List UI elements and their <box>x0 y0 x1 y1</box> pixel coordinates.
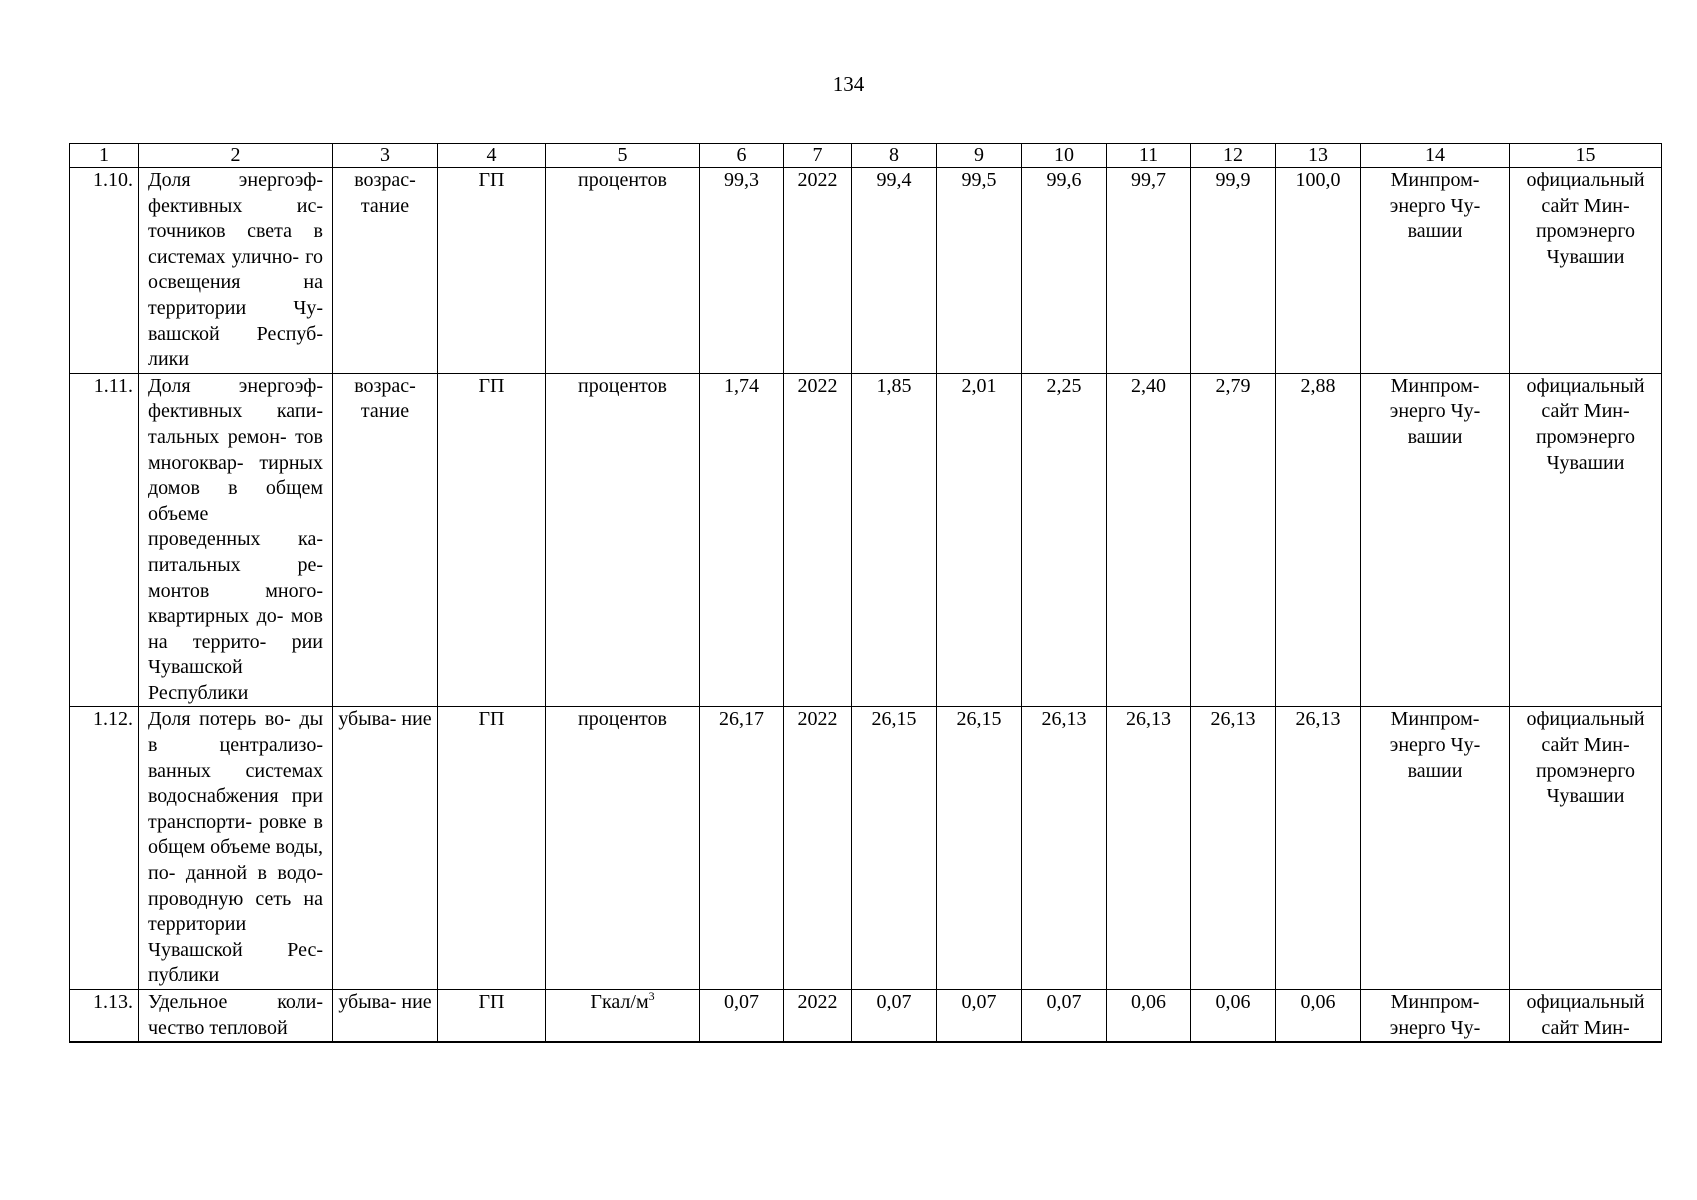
value-cell-v11: 26,13 <box>1107 707 1191 990</box>
header-cell: 4 <box>438 144 546 168</box>
value-cell-v12: 0,06 <box>1191 990 1276 1043</box>
indicator-name-line: Чувашской Рес- <box>148 938 323 961</box>
trend-cell-line: ние <box>401 708 432 731</box>
indicator-name-line: проведенных ка- <box>148 528 323 551</box>
publication-cell <box>1510 373 1662 707</box>
header-cell: 10 <box>1022 144 1107 168</box>
table-row <box>70 168 1662 374</box>
responsible-cell <box>1361 990 1510 1043</box>
publication-cell-line: промэнерго <box>1535 759 1636 782</box>
value-cell-v8: 26,15 <box>852 707 937 990</box>
responsible-cell-line: Минпром- <box>1390 169 1480 191</box>
header-cell: 13 <box>1276 144 1361 168</box>
unit-cell <box>546 990 700 1043</box>
value-cell-v10: 2,25 <box>1022 373 1107 707</box>
indicator-name-line: тальных ремон- <box>148 425 287 448</box>
publication-cell-line: промэнерго <box>1535 425 1636 448</box>
indicator-name-line: территории Чу- <box>148 296 323 319</box>
indicator-name-line: го освещения на <box>148 245 324 294</box>
publication-cell-line: официальный <box>1526 169 1645 191</box>
indicator-name-line: общем объеме <box>148 477 324 525</box>
publication-cell-line: официальный <box>1526 708 1645 731</box>
responsible-cell-line: Минпром- <box>1390 374 1480 397</box>
responsible-cell <box>1361 168 1510 374</box>
trend-cell <box>333 990 438 1043</box>
indicator-name-line: публики <box>148 964 220 987</box>
responsible-cell-line: вашии <box>1407 759 1463 782</box>
header-cell: 11 <box>1107 144 1191 168</box>
trend-cell-line: тание <box>360 194 410 217</box>
trend-cell-line: убыва- <box>338 708 397 731</box>
program-cell: ГП <box>438 168 546 374</box>
program-cell: ГП <box>438 373 546 707</box>
header-cell: 7 <box>784 144 852 168</box>
program-cell: ГП <box>438 990 546 1043</box>
value-cell-v9: 0,07 <box>937 990 1022 1043</box>
row-number: 1.11. <box>70 373 139 707</box>
indicator-name-line: Доля потерь во- <box>148 708 291 731</box>
table-row <box>70 373 1662 707</box>
header-cell: 9 <box>937 144 1022 168</box>
value-cell-v12: 99,9 <box>1191 168 1276 374</box>
trend-cell <box>333 168 438 374</box>
header-cell: 15 <box>1510 144 1662 168</box>
publication-cell-line: официальный <box>1526 374 1645 397</box>
publication-cell-line: сайт Мин- <box>1541 194 1630 217</box>
publication-cell <box>1510 990 1662 1043</box>
indicator-name-line: Доля энергоэф- <box>148 169 323 191</box>
row-number: 1.13. <box>70 990 139 1043</box>
indicator-name-line: чество тепловой <box>148 1016 288 1039</box>
base-value-cell: 0,07 <box>700 990 784 1043</box>
row-number: 1.12. <box>70 707 139 990</box>
value-cell-v13: 100,0 <box>1276 168 1361 374</box>
header-cell: 6 <box>700 144 784 168</box>
indicator-name-line: точников света в <box>148 220 323 243</box>
indicator-name-line: Республики <box>148 681 249 704</box>
trend-cell-line: ние <box>401 991 432 1013</box>
indicator-name-line: тов многоквар- <box>148 425 323 474</box>
value-cell-v10: 0,07 <box>1022 990 1107 1043</box>
value-cell-v10: 26,13 <box>1022 707 1107 990</box>
unit-text: Гкал/м <box>590 991 649 1013</box>
value-cell-v9: 2,01 <box>937 373 1022 707</box>
responsible-cell-line: вашии <box>1407 425 1463 448</box>
publication-cell <box>1510 168 1662 374</box>
responsible-cell <box>1361 707 1510 990</box>
header-row <box>70 144 1662 168</box>
trend-cell-line: тание <box>360 400 410 423</box>
unit-superscript: 3 <box>648 989 655 1003</box>
indicator-name-line: тирных домов в <box>148 451 323 500</box>
publication-cell-line: сайт Мин- <box>1541 1016 1630 1039</box>
header-cell: 2 <box>139 144 333 168</box>
trend-cell <box>333 373 438 707</box>
indicator-name-line: лики <box>148 348 190 371</box>
table-row <box>70 990 1662 1043</box>
base-value-cell: 99,3 <box>700 168 784 374</box>
indicator-name <box>139 990 333 1043</box>
indicator-name-line: на территории <box>148 887 323 936</box>
indicator-name <box>139 168 333 374</box>
indicator-name-line: при транспорти- <box>148 785 323 833</box>
header-cell: 8 <box>852 144 937 168</box>
responsible-cell-line: энерго Чу- <box>1389 400 1481 423</box>
indicator-name-line: Доля энергоэф- <box>148 374 323 397</box>
unit-cell: процентов <box>546 168 700 374</box>
indicator-name-line: мов на террито- <box>148 605 323 653</box>
indicator-name-line: фективных ис- <box>148 194 323 217</box>
base-year-cell: 2022 <box>784 373 852 707</box>
indicator-name-line: фективных капи- <box>148 400 323 423</box>
indicator-name <box>139 373 333 707</box>
value-cell-v9: 99,5 <box>937 168 1022 374</box>
value-cell-v8: 99,4 <box>852 168 937 374</box>
value-cell-v10: 99,6 <box>1022 168 1107 374</box>
indicator-name-line: водоснабжения <box>148 785 279 808</box>
trend-cell-line: возрас- <box>354 169 416 191</box>
publication-cell-line: сайт Мин- <box>1541 734 1630 757</box>
value-cell-v12: 2,79 <box>1191 373 1276 707</box>
publication-cell-line: промэнерго <box>1535 220 1636 243</box>
base-year-cell: 2022 <box>784 168 852 374</box>
indicator-name-line: ванных системах <box>148 759 323 782</box>
base-year-cell: 2022 <box>784 990 852 1043</box>
responsible-cell-line: Минпром- <box>1390 708 1480 731</box>
publication-cell-line: Чувашии <box>1546 245 1625 268</box>
publication-cell <box>1510 707 1662 990</box>
responsible-cell-line: вашии <box>1407 220 1463 243</box>
responsible-cell-line: энерго Чу- <box>1389 734 1481 757</box>
base-value-cell: 26,17 <box>700 707 784 990</box>
publication-cell-line: официальный <box>1526 991 1645 1013</box>
trend-cell <box>333 707 438 990</box>
indicator-name-line: ды в централизо- <box>148 708 324 757</box>
value-cell-v11: 99,7 <box>1107 168 1191 374</box>
publication-cell-line: Чувашии <box>1546 451 1625 474</box>
indicators-table <box>69 143 1662 1043</box>
unit-cell: процентов <box>546 707 700 990</box>
header-cell: 3 <box>333 144 438 168</box>
responsible-cell-line: Минпром- <box>1390 991 1480 1013</box>
publication-cell-line: сайт Мин- <box>1541 400 1630 423</box>
value-cell-v13: 26,13 <box>1276 707 1361 990</box>
unit-cell: процентов <box>546 373 700 707</box>
responsible-cell-line: энерго Чу- <box>1389 194 1481 217</box>
indicator-name-line: монтов много- <box>148 579 323 602</box>
value-cell-v13: 2,88 <box>1276 373 1361 707</box>
responsible-cell-line: энерго Чу- <box>1389 1016 1481 1039</box>
page-number: 134 <box>832 72 865 96</box>
row-number: 1.10. <box>70 168 139 374</box>
indicator-name-line: вашской Респуб- <box>148 322 323 345</box>
indicator-name-line: рии Чувашской <box>148 630 323 679</box>
value-cell-v11: 0,06 <box>1107 990 1191 1043</box>
trend-cell-line: возрас- <box>354 374 416 397</box>
program-cell: ГП <box>438 707 546 990</box>
indicator-name-line: питальных ре- <box>148 553 323 576</box>
indicator-name-line: Удельное коли- <box>148 991 323 1013</box>
table-row <box>70 707 1662 990</box>
value-cell-v12: 26,13 <box>1191 707 1276 990</box>
base-year-cell: 2022 <box>784 707 852 990</box>
publication-cell-line: Чувашии <box>1546 785 1625 808</box>
value-cell-v8: 0,07 <box>852 990 937 1043</box>
indicator-name-line: объеме воды, по- <box>148 836 323 885</box>
indicator-name-line: системах улично- <box>148 245 299 268</box>
header-cell: 5 <box>546 144 700 168</box>
value-cell-v9: 26,15 <box>937 707 1022 990</box>
indicator-name-line: данной в водо- <box>185 862 323 885</box>
base-value-cell: 1,74 <box>700 373 784 707</box>
header-cell: 12 <box>1191 144 1276 168</box>
indicator-name-line: ровке в общем <box>148 810 323 859</box>
value-cell-v13: 0,06 <box>1276 990 1361 1043</box>
header-cell: 14 <box>1361 144 1510 168</box>
indicator-name <box>139 707 333 990</box>
indicator-name-line: проводную сеть <box>148 887 292 910</box>
value-cell-v11: 2,40 <box>1107 373 1191 707</box>
responsible-cell <box>1361 373 1510 707</box>
header-cell: 1 <box>70 144 139 168</box>
indicator-name-line: квартирных до- <box>148 605 284 628</box>
value-cell-v8: 1,85 <box>852 373 937 707</box>
trend-cell-line: убыва- <box>338 991 397 1013</box>
